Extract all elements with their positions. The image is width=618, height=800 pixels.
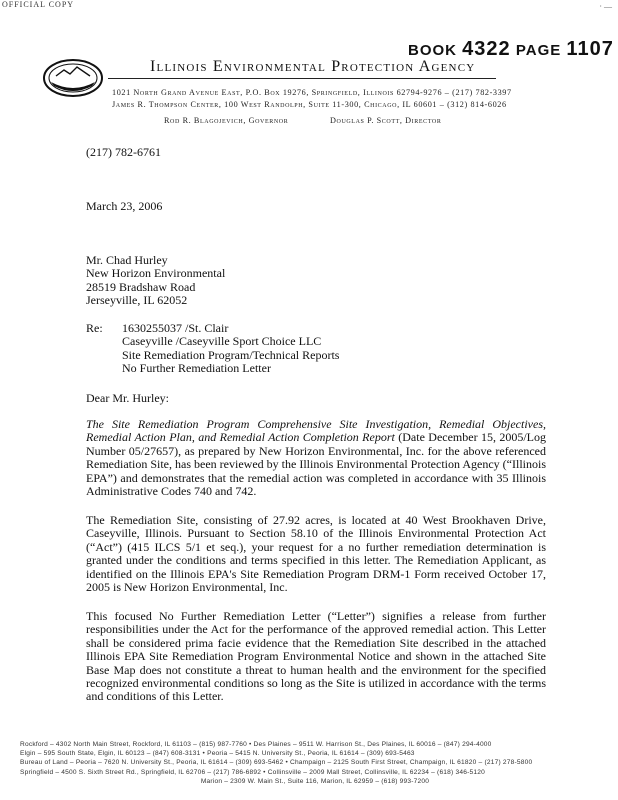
paragraph-2: The Remediation Site, consisting of 27.92 acres, is located at 40 West Brookhaven Drive, Caseyville, Illinois. Pursuant to Section 58.10 of the Illinois Environmental Protection Act (“Act”) (415 ILCS 5/1 et seq.), your request for a no further remediation determination is granted under the conditions and terms specified in this letter. The Remediation Applicant, as identified on the Illinois EPA's Site Remediation Program DRM-1 Form received October 17, 2005 is New Horizon Environmental, Inc. — [86, 513, 546, 595]
agency-seal-icon — [42, 58, 104, 98]
re-label: Re: — [86, 321, 103, 335]
address-line-2: James R. Thompson Center, 100 West Randolph, Suite 11-300, Chicago, IL 60601 – (312) 814-6026 — [112, 100, 507, 109]
recipient-company: New Horizon Environmental — [86, 266, 226, 281]
salutation: Dear Mr. Hurley: — [86, 391, 169, 405]
footer-line: Elgin – 595 South State, Elgin, IL 60123 – (847) 608-3131 • Peoria – 5415 N. University St., Peoria, IL 61614 – (309) 693-5463 — [20, 750, 415, 758]
address-line-1: 1021 North Grand Avenue East, P.O. Box 19276, Springfield, Illinois 62794-9276 – (217) 782-3397 — [112, 88, 512, 97]
letterhead-rule — [108, 78, 496, 79]
subject-line: 1630255037 /St. Clair — [122, 321, 229, 335]
letter-date: March 23, 2006 — [86, 199, 163, 213]
recipient-street: 28519 Bradshaw Road — [86, 279, 196, 294]
paragraph-1 — [86, 418, 546, 498]
footer-line: Bureau of Land – Peoria – 7620 N. University St., Peoria, IL 61614 – (309) 693-5462 • Champaign – 2125 South First Street, Champaign, IL 61820 – (217) 278-5800 — [20, 759, 533, 767]
footer-line: Rockford – 4302 North Main Street, Rockford, IL 61103 – (815) 987-7760 • Des Plaines – 9511 W. Harrison St., Des Plaines, IL 60016 – (847) 294-4000 — [20, 741, 492, 748]
subject-block — [122, 322, 339, 376]
subject-line: Site Remediation Program/Technical Reports — [122, 347, 340, 362]
report-title: The Site Remediation Program Comprehensive Site Investigation, Remedial Objectives, Remedial Action Plan, and Remedial Action Completion Report — [86, 417, 546, 445]
paragraph-3: This focused No Further Remediation Letter (“Letter”) signifies a release from further responsibilities under the Act for the performance of the approved remedial action. This Letter shall be considered prima facie evidence that the Remediation Site described in the attached Illinois EPA Site Remediation Program Environmental Notice and shown in the attached Site Base Map does not constitute a threat to human health and the environment for the specified recognized environmental conditions so long as the Site is utilized in accordance with the terms and conditions of this Letter. — [86, 609, 546, 704]
phone-number: (217) 782-6761 — [86, 145, 161, 159]
subject-line: Caseyville /Caseyville Sport Choice LLC — [122, 334, 322, 349]
book-label: BOOK — [408, 42, 457, 59]
recipient-block — [86, 254, 225, 308]
governor-name: Rod R. Blagojevich, Governor — [164, 116, 289, 125]
footer-line: Marion – 2309 W. Main St., Suite 116, Marion, IL 62959 – (618) 993-7200 — [200, 777, 430, 785]
paragraph-1-text: (Date December 15, 2005/Log Number 05/27657), as prepared by New Horizon Environmental, Inc. for the above referenced Remediation Site, has been reviewed by the Illinois Environmental Protection Agency (“Illinois EPA”) and demonstrates that the remedial action was completed in accordance with 35 Illinois Administrative Codes 740 and 742. — [86, 430, 547, 499]
regional-offices-footer — [20, 740, 610, 786]
footer-line: Springfield – 4500 S. Sixth Street Rd., Springfield, IL 62706 – (217) 786-6892 • Collinsville – 2009 Mall Street, Collinsville, IL 62234 – (618) 346-5120 — [20, 768, 485, 776]
recipient-name: Mr. Chad Hurley — [86, 253, 168, 267]
page-label: PAGE — [515, 42, 562, 59]
subject-line: No Further Remediation Letter — [122, 361, 271, 376]
page-number: 1107 — [566, 38, 614, 60]
official-copy-stamp: OFFICIAL COPY — [2, 0, 75, 9]
corner-mark: · — — [599, 2, 612, 11]
agency-name: Illinois Environmental Protection Agency — [150, 58, 476, 75]
book-number: 4322 — [462, 38, 511, 60]
recipient-city: Jerseyville, IL 62052 — [86, 293, 188, 308]
director-name: Douglas P. Scott, Director — [330, 116, 442, 125]
